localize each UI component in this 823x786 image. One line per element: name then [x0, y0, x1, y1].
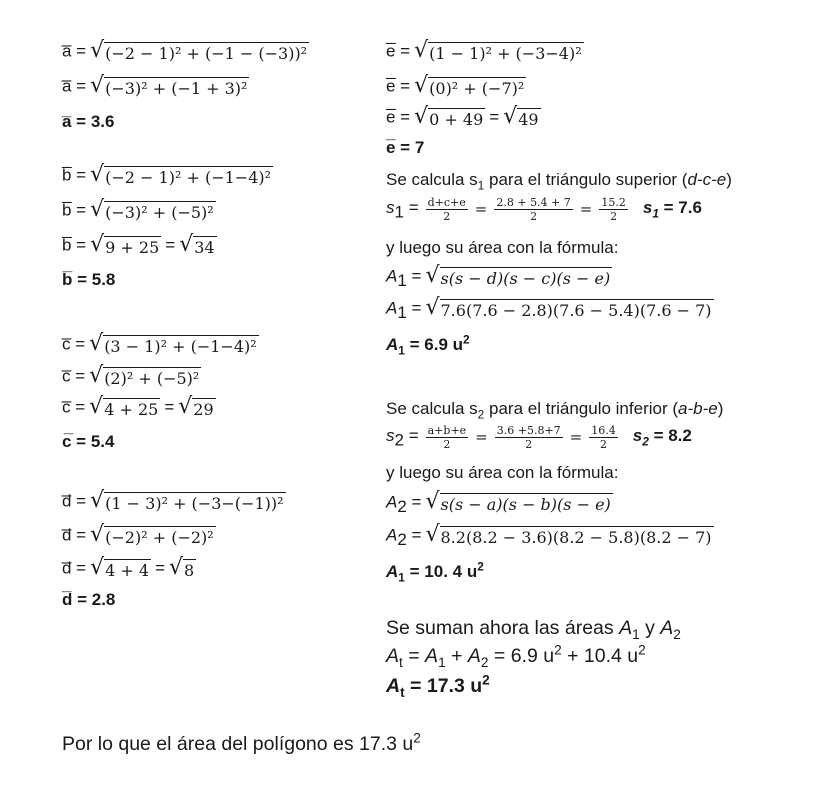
- t2-a2-radicand: 8.2(8.2 − 3.6)(8.2 − 5.8)(8.2 − 7): [440, 528, 712, 547]
- t2-a2-sub: 2: [397, 529, 407, 549]
- sum-res-a: A: [386, 675, 401, 697]
- d-line-2-radicand: (−2)² + (−2)²: [105, 528, 214, 547]
- e-line-2-radicand: (0)² + (−7)²: [429, 79, 525, 98]
- t1-intro-vertices: d-c-e: [687, 170, 727, 189]
- t2-intro-sub: 2: [477, 407, 485, 422]
- c-line-3-radicand-1: 4 + 25: [104, 400, 159, 419]
- b-result: b̅ = 5.8: [62, 270, 116, 289]
- t2-intro-a: Se calcula s: [386, 399, 478, 418]
- t1-res-sup: 2: [463, 332, 470, 347]
- t1-f3-num: 15.2: [601, 196, 626, 209]
- sqrt: √ s(s − a)(s − b)(s − e): [425, 489, 611, 514]
- t1-a2-lhs: A: [386, 298, 398, 318]
- t1-area-result: [386, 332, 470, 358]
- d-line-1: [62, 488, 286, 514]
- sqrt: √ s(s − d)(s − c)(s − e): [425, 263, 611, 288]
- t2-s-eq: =: [403, 426, 419, 446]
- b-line-1: [62, 162, 273, 188]
- sqrt: √ 4 + 4: [90, 555, 150, 580]
- sum-At: A: [386, 645, 400, 667]
- t2-a1-lhs: A: [386, 492, 398, 512]
- conclusion-sup: 2: [413, 730, 421, 746]
- t1-f1-num: d+c+e: [427, 196, 466, 209]
- sum-intro-y: y: [639, 617, 661, 639]
- e-line-2-lhs: e̅ =: [386, 76, 411, 96]
- t1-a2-sub: 1: [397, 302, 407, 322]
- conclusion: [62, 730, 421, 755]
- sum-intro-A2: A: [660, 617, 674, 639]
- t1-a2-eq: =: [406, 298, 422, 318]
- sum-equation: [386, 642, 646, 670]
- sqrt: √ (−2 − 1)² + (−1 − (−3))²: [90, 38, 308, 63]
- t2-intro-vertices: a-b-e: [678, 399, 718, 418]
- sum-plus: +: [445, 645, 468, 667]
- t2-f2-num: 3.6 +5.8+7: [496, 424, 561, 437]
- t1-intro-sub: 1: [477, 178, 485, 193]
- a-line-1: [62, 38, 309, 64]
- t2-f1-den: 2: [443, 438, 451, 451]
- t2-s-result-b: = 8.2: [648, 426, 692, 446]
- d-line-3-lhs: d̅ =: [62, 558, 87, 578]
- t2-a2-eq: =: [406, 525, 422, 545]
- sqrt: √ 0 + 49: [414, 104, 484, 129]
- sum-A1: A: [425, 645, 439, 667]
- b-line-2: [62, 197, 216, 223]
- t1-a1-eq: =: [406, 266, 422, 286]
- b-line-2-radicand: (−3)² + (−5)²: [105, 203, 214, 222]
- d-line-2-lhs: d̅ =: [62, 525, 87, 545]
- t1-intro-b: para el triángulo superior (: [484, 170, 688, 189]
- d-line-1-lhs: d̅ =: [62, 491, 87, 511]
- sqrt: √ (−2 − 1)² + (−1−4)²: [90, 162, 272, 187]
- c-line-1: [62, 331, 259, 357]
- sqrt: √ 7.6(7.6 − 2.8)(7.6 − 5.4)(7.6 − 7): [425, 295, 712, 320]
- t1-semiperimeter: [386, 196, 702, 223]
- b-line-2-lhs: b̅ =: [62, 200, 87, 220]
- sum-intro-A1-sub: 1: [632, 626, 640, 642]
- t2-s-sub: 2: [394, 430, 404, 450]
- d-line-3: [62, 555, 196, 581]
- t2-s-result: [632, 426, 692, 449]
- t1-s-result-b: = 7.6: [658, 198, 702, 218]
- equals-sign: =: [579, 200, 593, 218]
- t1-s-result-sub: 1: [652, 206, 659, 221]
- b-line-1-lhs: b̅ =: [62, 165, 87, 185]
- c-line-2-lhs: c̅ =: [62, 366, 86, 386]
- d-result: d̅ = 2.8: [62, 590, 116, 609]
- t2-s-result-a: s: [632, 426, 643, 446]
- c-line-2: [62, 363, 201, 389]
- a-line-2-radicand: (−3)² + (−1 + 3)²: [105, 79, 248, 98]
- t1-s-sub: 1: [394, 202, 404, 222]
- d-line-3-radicand-1: 4 + 4: [105, 561, 150, 580]
- t2-fraction-1: [426, 424, 469, 451]
- t1-heron-values: [386, 295, 714, 322]
- t1-intro-c: ): [726, 170, 732, 189]
- t1-f3-den: 2: [610, 210, 618, 223]
- t2-res-a: A: [386, 562, 399, 581]
- sqrt: √ 29: [178, 394, 214, 419]
- c-line-1-radicand: (3 − 1)² + (−1−4)²: [104, 337, 257, 356]
- e-line-3-lhs: e̅ =: [386, 107, 411, 127]
- equals-sign: =: [489, 107, 500, 127]
- t1-a1-sub: 1: [397, 270, 407, 290]
- sum-intro: [386, 617, 681, 642]
- t2-fraction-2: [495, 424, 563, 451]
- sum-res-sub: t: [400, 684, 405, 700]
- sum-value-2-sup: 2: [638, 642, 646, 658]
- sqrt: √ (−3)² + (−1 + 3)²: [90, 73, 248, 98]
- a-line-1-radicand: (−2 − 1)² + (−1 − (−3))²: [105, 44, 308, 63]
- t1-a2-radicand: 7.6(7.6 − 2.8)(7.6 − 5.4)(7.6 − 7): [440, 301, 712, 320]
- sum-intro-A2-sub: 2: [673, 626, 681, 642]
- c-line-3-radicand-2: 29: [193, 400, 214, 419]
- equals-sign: =: [475, 428, 488, 446]
- sum-value-1: = 6.9 u: [488, 645, 555, 667]
- e-line-3: [386, 104, 541, 130]
- sum-A2-sub: 2: [480, 654, 489, 670]
- t2-a2-lhs: A: [386, 525, 398, 545]
- t1-formula-text: y luego su área con la fórmula:: [386, 238, 619, 257]
- t2-formula-text: y luego su área con la fórmula:: [386, 463, 619, 482]
- b-line-3-radicand-1: 9 + 25: [105, 238, 160, 257]
- t1-a1-radicand: s(s − d)(s − c)(s − e): [440, 269, 611, 288]
- sqrt: √ 34: [179, 232, 215, 257]
- e-line-3-radicand-1: 0 + 49: [429, 110, 484, 129]
- t2-intro-b: para el triángulo inferior (: [484, 399, 679, 418]
- t1-s-eq: =: [403, 198, 419, 218]
- d-line-3-radicand-2: 8: [184, 561, 195, 580]
- sqrt: √ (−3)² + (−5)²: [90, 197, 214, 222]
- a-line-2: [62, 73, 249, 99]
- t1-fraction-3: [599, 196, 628, 223]
- t1-heron-formula: [386, 263, 612, 290]
- t2-res-sub: 1: [398, 570, 405, 585]
- t1-s-result-a: s: [642, 198, 653, 218]
- t1-res-a: A: [386, 335, 399, 354]
- equals-sign: =: [165, 235, 176, 255]
- t2-s-result-sub: 2: [642, 434, 649, 449]
- sqrt: √ 8.2(8.2 − 3.6)(8.2 − 5.8)(8.2 − 7): [425, 522, 712, 547]
- equals-sign: =: [474, 200, 488, 218]
- t2-res-sup: 2: [477, 559, 484, 574]
- t2-f1-num: a+b+e: [427, 424, 467, 437]
- t2-a1-sub: 2: [397, 496, 407, 516]
- sqrt: √ 9 + 25: [90, 232, 160, 257]
- t2-f3-num: 16.4: [591, 424, 616, 437]
- c-result: c̅ = 5.4: [62, 432, 115, 451]
- sum-res-b: = 17.3 u: [404, 675, 483, 697]
- sum-intro-a: Se suman ahora las áreas: [386, 617, 620, 639]
- c-line-3: [62, 394, 216, 420]
- d-line-2: [62, 522, 216, 548]
- b-line-1-radicand: (−2 − 1)² + (−1−4)²: [105, 168, 272, 187]
- equals-sign: =: [569, 428, 583, 446]
- t2-intro: [386, 399, 724, 422]
- equals-sign: =: [164, 397, 175, 417]
- sqrt: √ 4 + 25: [89, 394, 159, 419]
- t1-res-sub: 1: [398, 343, 405, 358]
- t1-intro-a: Se calcula s: [386, 170, 478, 189]
- t2-heron-values: [386, 522, 714, 549]
- t1-f1-den: 2: [443, 210, 451, 223]
- sum-intro-A1: A: [619, 617, 633, 639]
- c-line-1-lhs: c̅ =: [62, 334, 86, 354]
- e-line-1-radicand: (1 − 1)² + (−3−4)²: [429, 44, 582, 63]
- t2-f3-den: 2: [600, 438, 607, 451]
- sum-value-2: + 10.4 u: [567, 645, 639, 667]
- sum-A2: A: [467, 645, 481, 667]
- c-line-3-lhs: c̅ =: [62, 397, 86, 417]
- sqrt: √ (3 − 1)² + (−1−4)²: [89, 331, 257, 356]
- b-line-3-lhs: b̅ =: [62, 235, 87, 255]
- sqrt: √ 49: [503, 104, 539, 129]
- e-line-3-radicand-2: 49: [518, 110, 539, 129]
- t1-fraction-2: [494, 196, 572, 223]
- t2-intro-c: ): [717, 399, 724, 418]
- sqrt: √ (−2)² + (−2)²: [90, 522, 214, 547]
- sqrt: √ (2)² + (−5)²: [89, 363, 200, 388]
- d-line-1-radicand: (1 − 3)² + (−3−(−1))²: [105, 494, 284, 513]
- sqrt: √ (1 − 1)² + (−3−4)²: [414, 38, 582, 63]
- t2-semiperimeter: [386, 424, 692, 451]
- t1-res-b: = 6.9 u: [404, 335, 464, 354]
- t1-s-lhs: s: [386, 198, 395, 218]
- e-line-1: [386, 38, 584, 64]
- e-result: e̅ = 7: [386, 138, 425, 157]
- sqrt: √ (0)² + (−7)²: [414, 73, 525, 98]
- e-line-2: [386, 73, 526, 99]
- a-result: a̅ = 3.6: [62, 112, 115, 131]
- t1-fraction-1: [426, 196, 468, 223]
- conclusion-text: Por lo que el área del polígono es 17.3 u: [62, 733, 414, 755]
- sum-A1-sub: 1: [438, 654, 446, 670]
- equals-sign: =: [155, 558, 166, 578]
- t2-fraction-3: [589, 424, 618, 451]
- t1-f2-den: 2: [530, 210, 538, 223]
- sum-eq: =: [402, 645, 426, 667]
- t2-heron-formula: [386, 489, 613, 516]
- sum-value-1-sup: 2: [554, 642, 562, 658]
- b-line-3: [62, 232, 217, 258]
- t2-area-result: [386, 559, 484, 585]
- e-line-1-lhs: e̅ =: [386, 41, 411, 61]
- t1-s-result: [642, 198, 702, 221]
- t2-a1-radicand: s(s − a)(s − b)(s − e): [440, 495, 611, 514]
- b-line-3-radicand-2: 34: [194, 238, 215, 257]
- sqrt: √ (1 − 3)² + (−3−(−1))²: [90, 488, 284, 513]
- t1-f2-num: 2.8 + 5.4 + 7: [496, 196, 571, 209]
- t1-a1-lhs: A: [386, 266, 398, 286]
- t2-s-lhs: s: [386, 426, 395, 446]
- a-line-2-lhs: a̅ =: [62, 76, 87, 96]
- a-line-1-lhs: a̅ =: [62, 41, 87, 61]
- c-line-2-radicand: (2)² + (−5)²: [104, 369, 200, 388]
- t2-res-b: = 10. 4 u: [404, 562, 478, 581]
- sqrt: √ 8: [169, 555, 195, 580]
- t2-f2-den: 2: [525, 438, 533, 451]
- sum-res-sup: 2: [482, 672, 490, 688]
- t1-intro: [386, 170, 732, 193]
- sum-At-sub: t: [399, 654, 403, 670]
- sum-result: [386, 672, 490, 700]
- t2-a1-eq: =: [406, 492, 422, 512]
